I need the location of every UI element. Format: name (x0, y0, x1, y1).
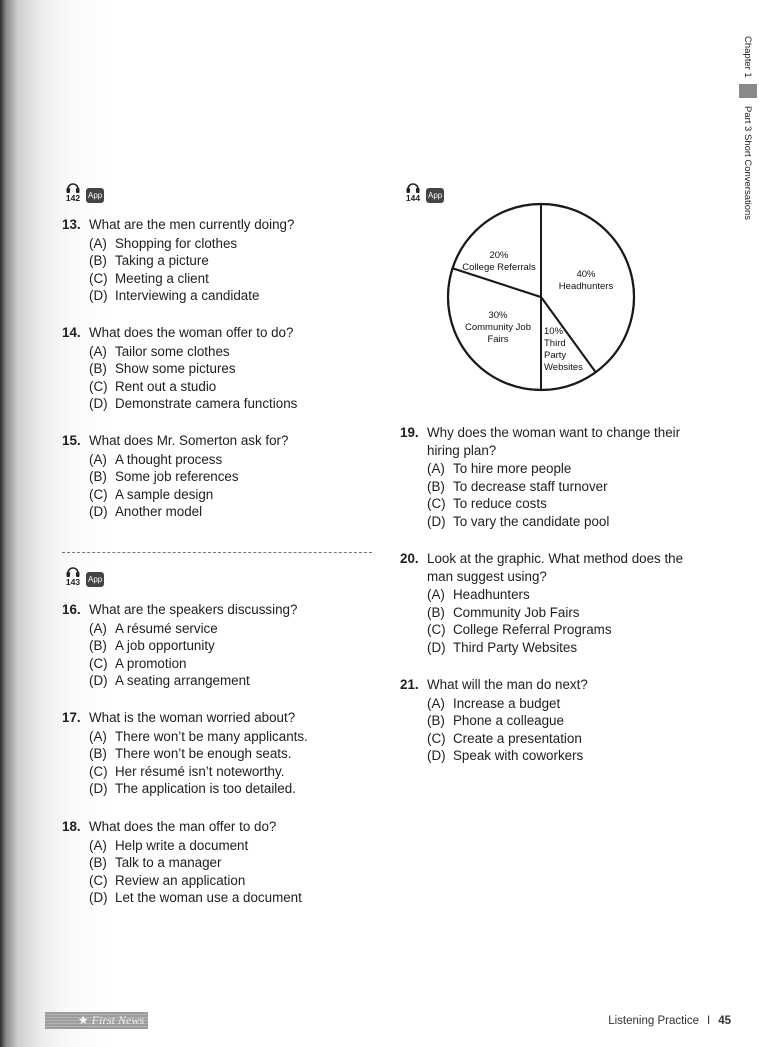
option-letter: (D) (89, 781, 108, 796)
question-13 (62, 216, 372, 305)
answer-option[interactable] (89, 637, 372, 655)
answer-option[interactable] (89, 287, 372, 305)
option-text: Headhunters (453, 587, 530, 602)
answer-option[interactable] (89, 780, 382, 798)
app-icon: App (426, 188, 444, 203)
option-text: A thought process (115, 451, 223, 467)
option-letter: (B) (89, 855, 107, 870)
option-text: A seating arrangement (115, 673, 250, 688)
option-text: Help write a document (115, 837, 249, 853)
answer-option[interactable] (89, 235, 372, 253)
question-21-block (400, 676, 700, 765)
option-text: Speak with coworkers (453, 748, 584, 763)
question-14-block (62, 324, 372, 413)
answer-option[interactable] (89, 620, 372, 638)
question-18 (62, 818, 382, 907)
pie-label: 10% Third Party Websites (544, 326, 583, 373)
option-letter: (A) (427, 587, 445, 602)
option-letter: (B) (89, 253, 107, 268)
question-text: What will the man do next? (427, 677, 588, 692)
question-19 (400, 424, 700, 530)
question-16 (62, 601, 372, 690)
option-letter: (B) (89, 638, 107, 653)
option-letter: (C) (89, 763, 108, 779)
option-letter: (B) (89, 469, 107, 484)
pie-label: 30% Community Job Fairs (465, 310, 531, 345)
option-text: Another model (115, 504, 203, 519)
option-text: The application is too detailed. (115, 781, 296, 796)
answer-option[interactable] (89, 837, 382, 855)
chapter-side-tab (739, 36, 757, 236)
option-text: To reduce costs (453, 496, 547, 511)
question-number: 17. (62, 710, 81, 725)
option-text: Tailor some clothes (115, 343, 230, 359)
question-number: 14. (62, 325, 81, 340)
pie-label: 20% College Referrals (462, 250, 536, 273)
pie-label: 40% Headhunters (558, 269, 614, 292)
option-letter: (C) (89, 270, 108, 286)
question-14 (62, 324, 372, 413)
answer-option[interactable] (427, 730, 700, 748)
question-number: 15. (62, 433, 81, 448)
option-text: To hire more people (453, 461, 572, 476)
section-name: Listening Practice (608, 1015, 699, 1027)
option-text: Increase a budget (453, 695, 561, 711)
answer-option[interactable] (89, 503, 372, 521)
question-group-142 (62, 216, 372, 305)
headphones-icon (66, 183, 80, 193)
option-text: Demonstrate camera functions (115, 396, 298, 411)
question-16-block (62, 601, 372, 690)
option-letter: (A) (89, 343, 107, 359)
option-letter: (C) (427, 730, 446, 746)
answer-option[interactable] (89, 854, 382, 872)
option-text: Taking a picture (115, 253, 209, 268)
page-number: 45 (718, 1015, 731, 1027)
option-letter: (D) (89, 673, 108, 688)
option-text: A sample design (115, 486, 214, 502)
question-20 (400, 550, 700, 656)
audio-badge[interactable] (404, 183, 444, 203)
option-text: Some job references (115, 469, 239, 484)
answer-option[interactable] (89, 343, 372, 361)
option-letter: (C) (89, 655, 108, 671)
option-letter: (D) (89, 396, 108, 411)
answer-option[interactable] (89, 889, 382, 907)
answer-option[interactable] (427, 495, 700, 513)
question-text: What does the man offer to do? (89, 819, 277, 834)
option-text: College Referral Programs (453, 622, 612, 637)
option-text: A résumé service (115, 620, 218, 636)
question-number: 19. (400, 425, 419, 440)
option-letter: (A) (89, 728, 107, 744)
option-letter: (D) (427, 639, 446, 655)
option-letter: (C) (427, 496, 446, 511)
question-17-block (62, 709, 382, 798)
option-text: Shopping for clothes (115, 235, 238, 251)
option-text: There won’t be many applicants. (115, 728, 308, 744)
option-text: Community Job Fairs (453, 604, 580, 620)
answer-option[interactable] (427, 513, 700, 531)
audio-badge[interactable] (64, 183, 104, 203)
question-text: What are the men currently doing? (89, 217, 295, 232)
question-text: What does the woman offer to do? (89, 325, 294, 340)
pie-chart (440, 200, 645, 408)
question-18-block (62, 818, 382, 907)
answer-option[interactable] (89, 451, 372, 469)
question-text: What is the woman worried about? (89, 710, 296, 725)
audio-badge[interactable] (64, 567, 104, 587)
answer-option[interactable] (89, 872, 382, 890)
answer-option[interactable] (89, 270, 372, 288)
page-footer (608, 1015, 731, 1027)
question-19-block (400, 424, 700, 530)
option-letter: (C) (427, 622, 446, 637)
question-number: 20. (400, 551, 419, 566)
question-15-block (62, 432, 372, 521)
option-text: Phone a colleague (453, 713, 564, 728)
option-text: Create a presentation (453, 730, 582, 746)
option-text: Show some pictures (115, 361, 236, 376)
chapter-marker (739, 84, 757, 98)
question-text: Look at the graphic. What method does the man suggest using? (427, 551, 684, 584)
option-letter: (A) (427, 461, 445, 476)
option-text: Her résumé isn’t noteworthy. (115, 763, 285, 779)
track-number: 144 (405, 193, 421, 203)
answer-option[interactable] (89, 395, 372, 413)
answer-option[interactable] (89, 360, 372, 378)
option-letter: (D) (427, 513, 446, 529)
option-letter: (A) (89, 620, 107, 636)
question-text: What are the speakers discussing? (89, 602, 298, 617)
option-letter: (A) (89, 451, 107, 467)
answer-option[interactable] (427, 747, 700, 765)
option-text: There won’t be enough seats. (115, 746, 292, 761)
part-label: Part 3 Short Conversations (742, 106, 753, 221)
track-number: 142 (65, 193, 81, 203)
section-divider (62, 552, 372, 553)
question-15 (62, 432, 372, 521)
answer-option[interactable] (89, 252, 372, 270)
option-letter: (B) (89, 361, 107, 376)
option-letter: (A) (427, 695, 445, 711)
option-letter: (D) (89, 288, 108, 303)
answer-option[interactable] (89, 672, 372, 690)
track-number: 143 (65, 577, 81, 587)
option-text: To vary the candidate pool (453, 513, 610, 529)
option-letter: (B) (427, 713, 445, 728)
question-number: 21. (400, 677, 419, 692)
option-text: A job opportunity (115, 638, 215, 653)
option-letter: (D) (89, 504, 108, 519)
option-letter: (C) (89, 486, 108, 502)
option-letter: (D) (427, 748, 446, 763)
option-text: Review an application (115, 872, 246, 888)
question-text: What does Mr. Somerton ask for? (89, 433, 289, 448)
question-number: 13. (62, 217, 81, 232)
answer-option[interactable] (427, 586, 700, 604)
answer-option[interactable] (89, 486, 372, 504)
footer-separator: I (707, 1015, 711, 1027)
option-text: Let the woman use a document (115, 890, 302, 905)
answer-option[interactable] (89, 655, 372, 673)
option-text: Talk to a manager (115, 855, 222, 870)
question-17 (62, 709, 382, 798)
option-text: Rent out a studio (115, 378, 217, 394)
option-letter: (B) (427, 478, 445, 494)
answer-option[interactable] (427, 478, 700, 496)
question-number: 16. (62, 602, 81, 617)
headphones-icon (66, 567, 80, 577)
option-letter: (B) (427, 604, 445, 620)
option-letter: (A) (89, 837, 107, 853)
option-letter: (D) (89, 890, 108, 905)
answer-option[interactable] (427, 460, 700, 478)
option-letter: (B) (89, 746, 107, 761)
answer-option[interactable] (427, 695, 700, 713)
answer-option[interactable] (89, 745, 382, 763)
question-number: 18. (62, 819, 81, 834)
chapter-label: Chapter 1 (742, 36, 753, 78)
app-icon: App (86, 188, 104, 203)
answer-option[interactable] (427, 639, 700, 657)
option-letter: (A) (89, 235, 107, 251)
answer-option[interactable] (89, 378, 372, 396)
option-text: A promotion (115, 655, 187, 671)
option-text: Interviewing a candidate (115, 288, 260, 303)
answer-option[interactable] (89, 728, 382, 746)
app-icon: App (86, 572, 104, 587)
answer-option[interactable] (427, 712, 700, 730)
question-text: Why does the woman want to change their hiring plan? (427, 425, 681, 458)
logo-text: First News (91, 1013, 144, 1027)
answer-option[interactable] (427, 621, 700, 639)
answer-option[interactable] (89, 468, 372, 486)
question-20-block (400, 550, 700, 656)
question-21 (400, 676, 700, 765)
option-letter: (C) (89, 872, 108, 888)
option-letter: (C) (89, 378, 108, 394)
headphones-icon (406, 183, 420, 193)
option-text: Meeting a client (115, 270, 209, 286)
answer-option[interactable] (89, 763, 382, 781)
answer-option[interactable] (427, 604, 700, 622)
star-icon: ★ (77, 1013, 89, 1027)
publisher-logo (45, 1012, 148, 1029)
option-text: To decrease staff turnover (453, 478, 608, 494)
option-text: Third Party Websites (453, 639, 578, 655)
